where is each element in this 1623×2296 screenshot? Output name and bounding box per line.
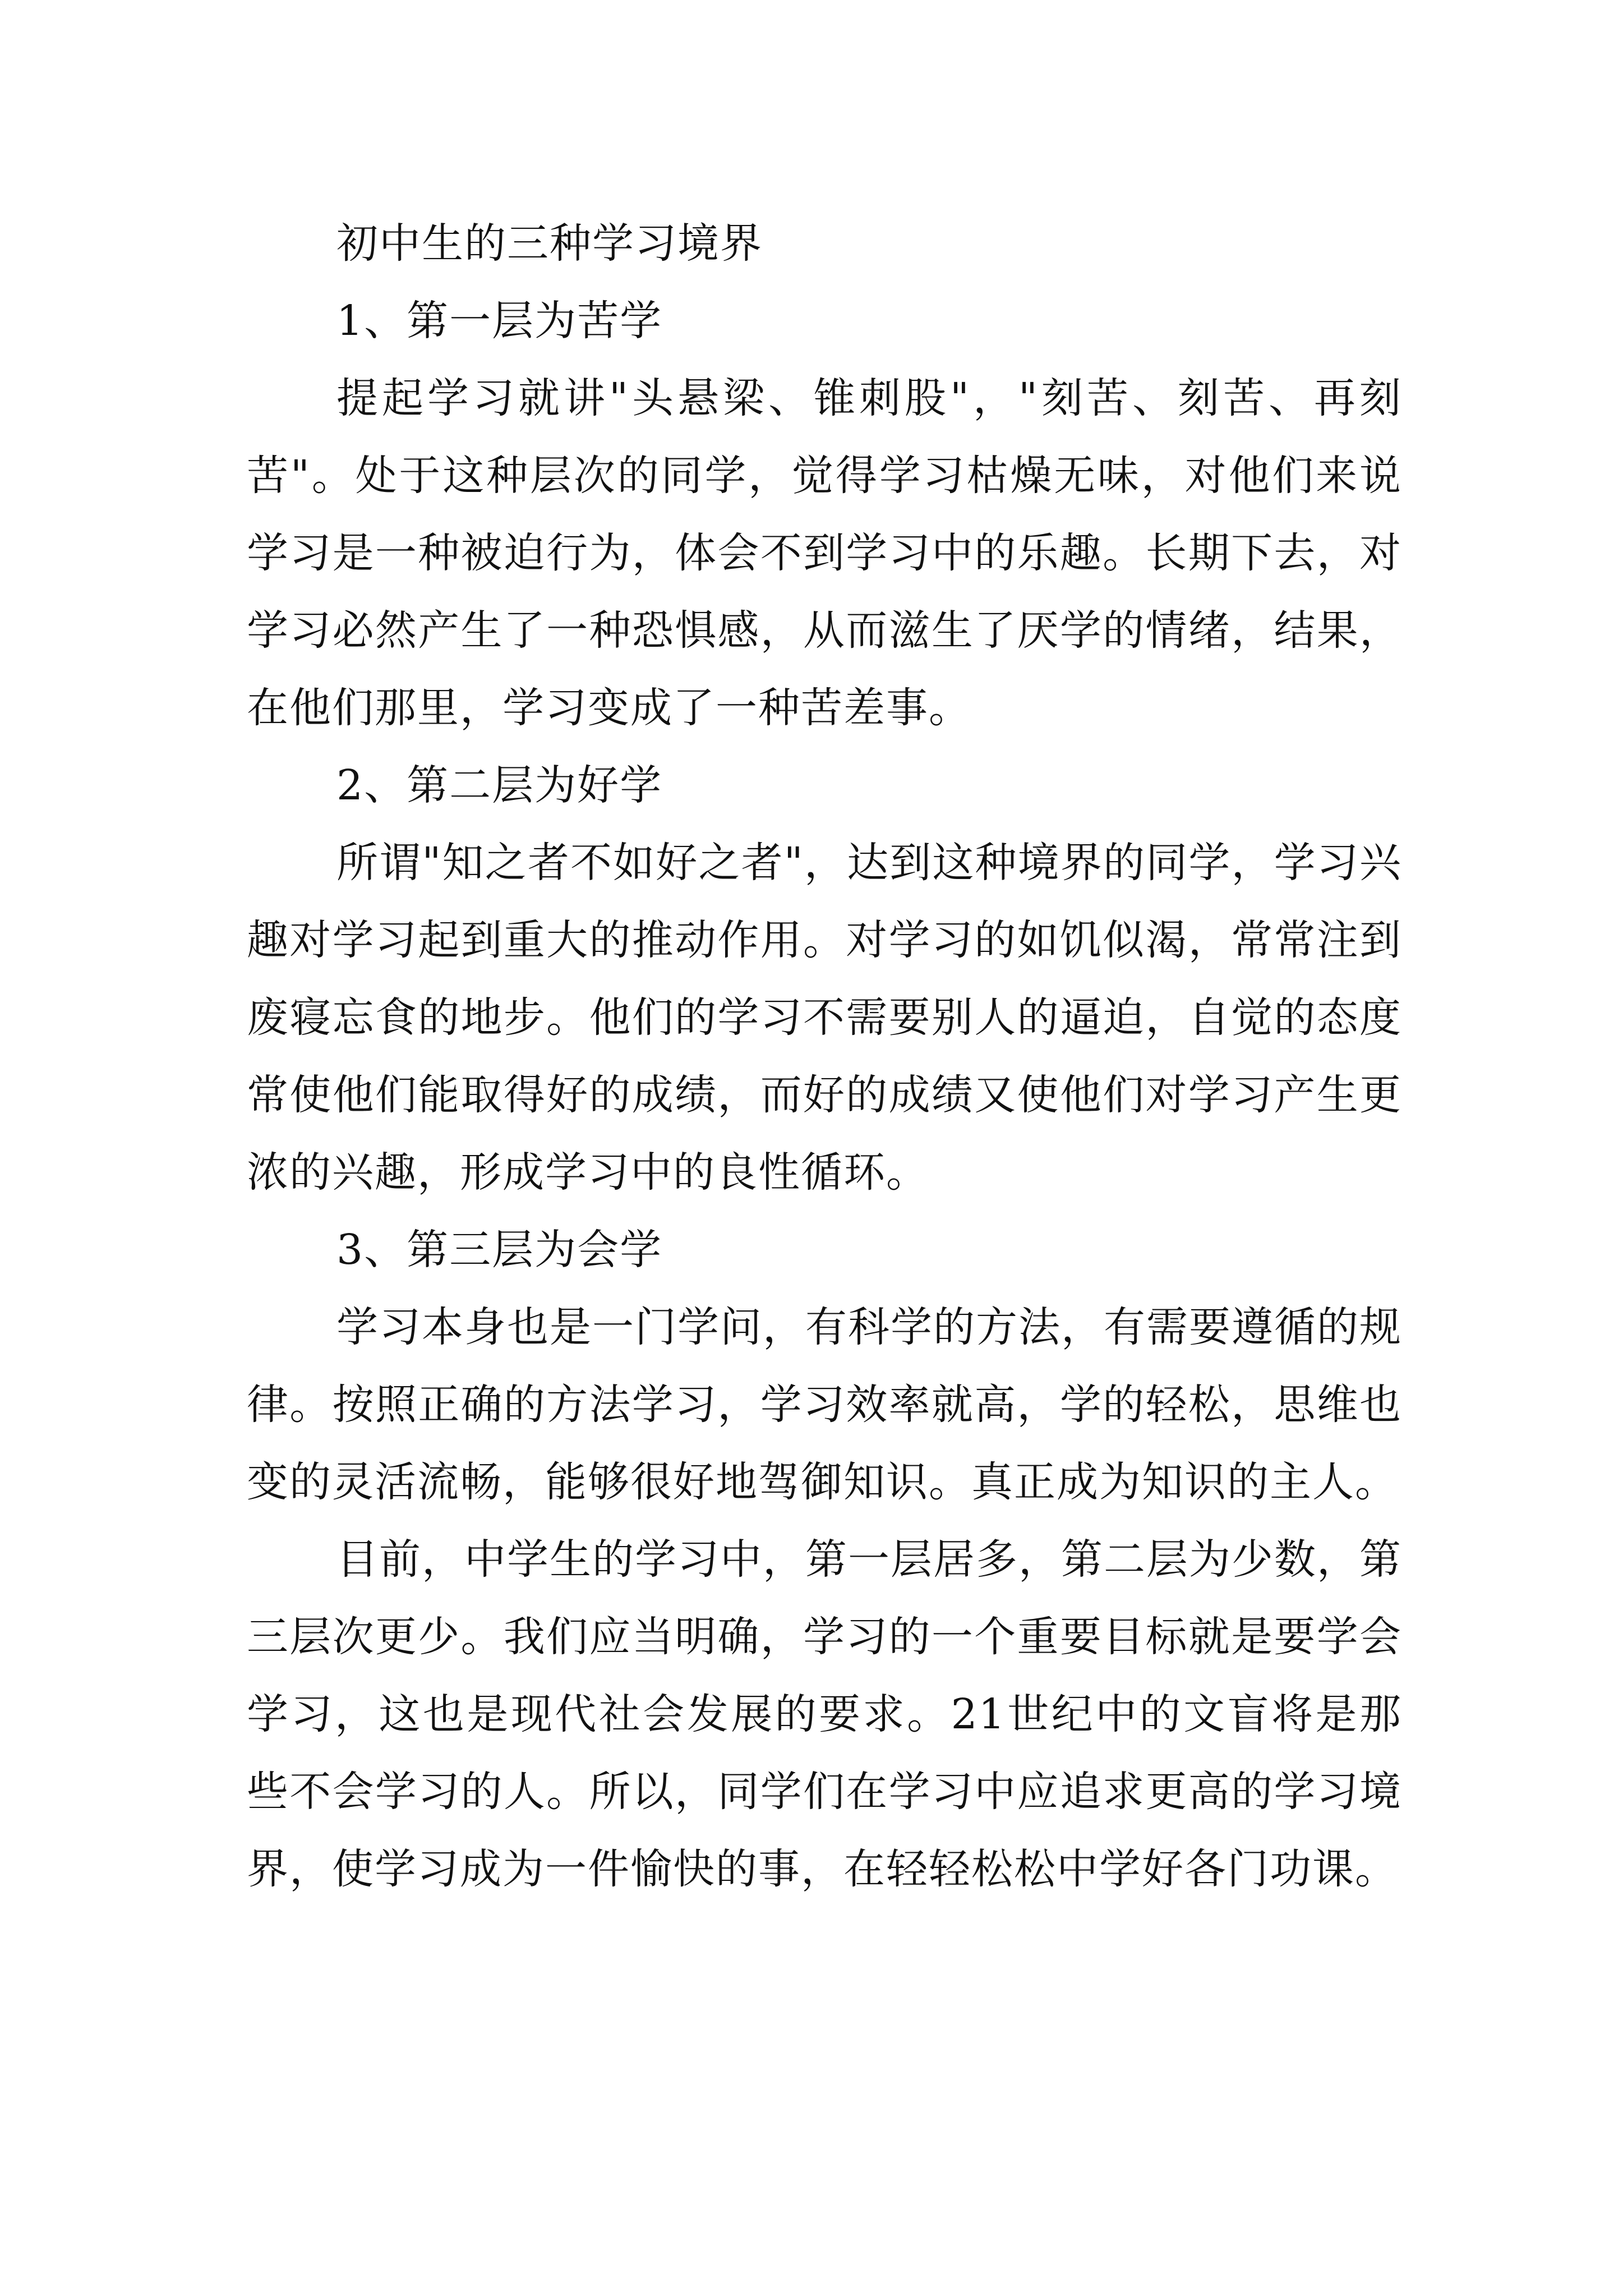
section-2-body: 所谓"知之者不如好之者"，达到这种境界的同学，学习兴趣对学习起到重大的推动作用。对学习的如饥似渴，常常注到废寝忘食的地步。他们的学习不需要别人的逼迫，自觉的态度常使他们能取得好的成绩，而好的成绩又使他们对学习产生更浓的兴趣，形成学习中的良性循环。: [247, 839, 1402, 1197]
section-3-heading: 3、第三层为会学: [336, 1226, 663, 1274]
conclusion-paragraph: 目前，中学生的学习中，第一层居多，第二层为少数，第三层次更少。我们应当明确，学习的一个重要目标就是要学会学习，这也是现代社会发展的要求。21世纪中的文盲将是那些不会学习的人。所以，同学们在学习中应追求更高的学习境界，使学习成为一件愉快的事，在轻轻松松中学好各门功课。: [247, 1535, 1402, 1893]
section-1-heading: 1、第一层为苦学: [336, 297, 663, 345]
document-content: [247, 205, 1402, 1908]
section-3-body: 学习本身也是一门学问，有科学的方法，有需要遵循的规律。按照正确的方法学习，学习效率就高，学的轻松，思维也变的灵活流畅，能够很好地驾御知识。真正成为知识的主人。: [247, 1303, 1402, 1506]
section-1-body: 提起学习就讲"头悬梁、锥刺股"，"刻苦、刻苦、再刻苦"。处于这种层次的同学，觉得学习枯燥无味，对他们来说学习是一种被迫行为，体会不到学习中的乐趣。长期下去，对学习必然产生了一种恐惧感，从而滋生了厌学的情绪，结果，在他们那里，学习变成了一种苦差事。: [247, 374, 1402, 732]
document-title: 初中生的三种学习境界: [336, 219, 763, 268]
section-2-heading: 2、第二层为好学: [336, 761, 663, 809]
